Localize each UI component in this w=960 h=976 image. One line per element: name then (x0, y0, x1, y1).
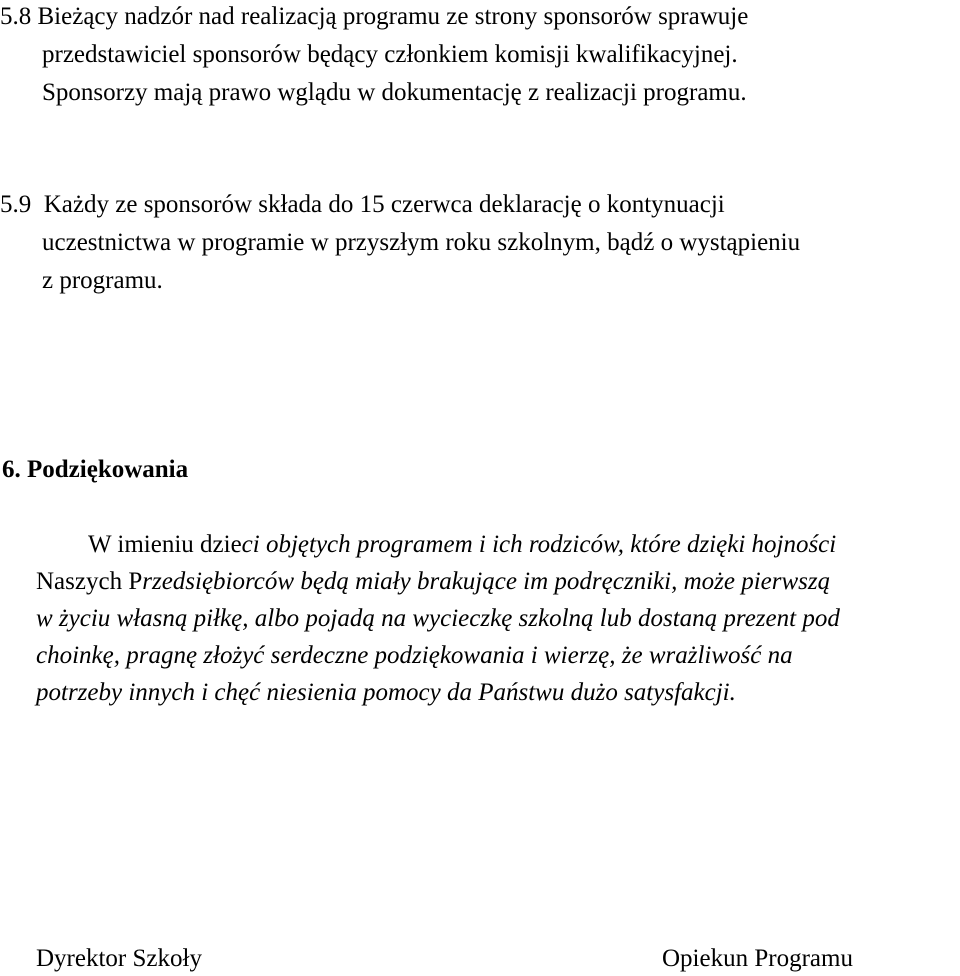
section-6-line-5 (36, 678, 736, 708)
section-6-line-3 (36, 604, 840, 634)
section-6-line-1 (88, 530, 836, 560)
signature-director: Dyrektor Szkoły (36, 945, 202, 972)
section-5-9-number: 5.9 (0, 191, 32, 218)
section-6-line-3-italic: w życiu własną piłkę, albo pojadą na wycieczkę szkolną lub dostaną prezent pod (36, 605, 840, 632)
section-5-9-line-1 (0, 190, 725, 220)
section-6-line-4 (36, 641, 793, 671)
section-5-9-text-1: Każdy ze sponsorów składa do 15 czerwca deklarację o kontynuacji (43, 191, 725, 218)
section-6-line-1-italic: ci objętych programem i ich rodziców, które dzięki hojności (241, 531, 837, 558)
section-6-line-5-italic: potrzeby innych i chęć niesienia pomocy da Państwu dużo satysfakcji. (36, 679, 736, 706)
signature-program-supervisor: Opiekun Programu (662, 945, 853, 972)
section-6-line-4-italic: choinkę, pragnę złożyć serdeczne podziękowania i wierzę, że wrażliwość na (36, 642, 793, 669)
section-6-line-2-italic: rzedsiębiorców będą miały brakujące im podręczniki, może pierwszą (142, 568, 831, 595)
section-6-line-2 (36, 567, 830, 597)
section-5-8-line-3: Sponsorzy mają prawo wglądu w dokumentację z realizacji programu. (42, 79, 747, 106)
section-5-9-line-2: uczestnictwa w programie w przyszłym roku szkolnym, bądź o wystąpieniu (42, 229, 801, 256)
section-5-9-line-3: z programu. (42, 267, 163, 294)
section-6-line-2-normal: Naszych P (36, 568, 143, 595)
section-6-line-1-normal: W imieniu dzie (88, 531, 242, 558)
section-6-heading: 6. Podziękowania (2, 456, 189, 483)
section-5-8-line-2: przedstawiciel sponsorów będący członkiem komisji kwalifikacyjnej. (42, 41, 738, 68)
section-5-8-number: 5.8 (0, 3, 32, 30)
section-5-8-text-1: Bieżący nadzór nad realizacją programu ze strony sponsorów sprawuje (37, 3, 749, 30)
section-5-8-line-1 (0, 2, 748, 32)
